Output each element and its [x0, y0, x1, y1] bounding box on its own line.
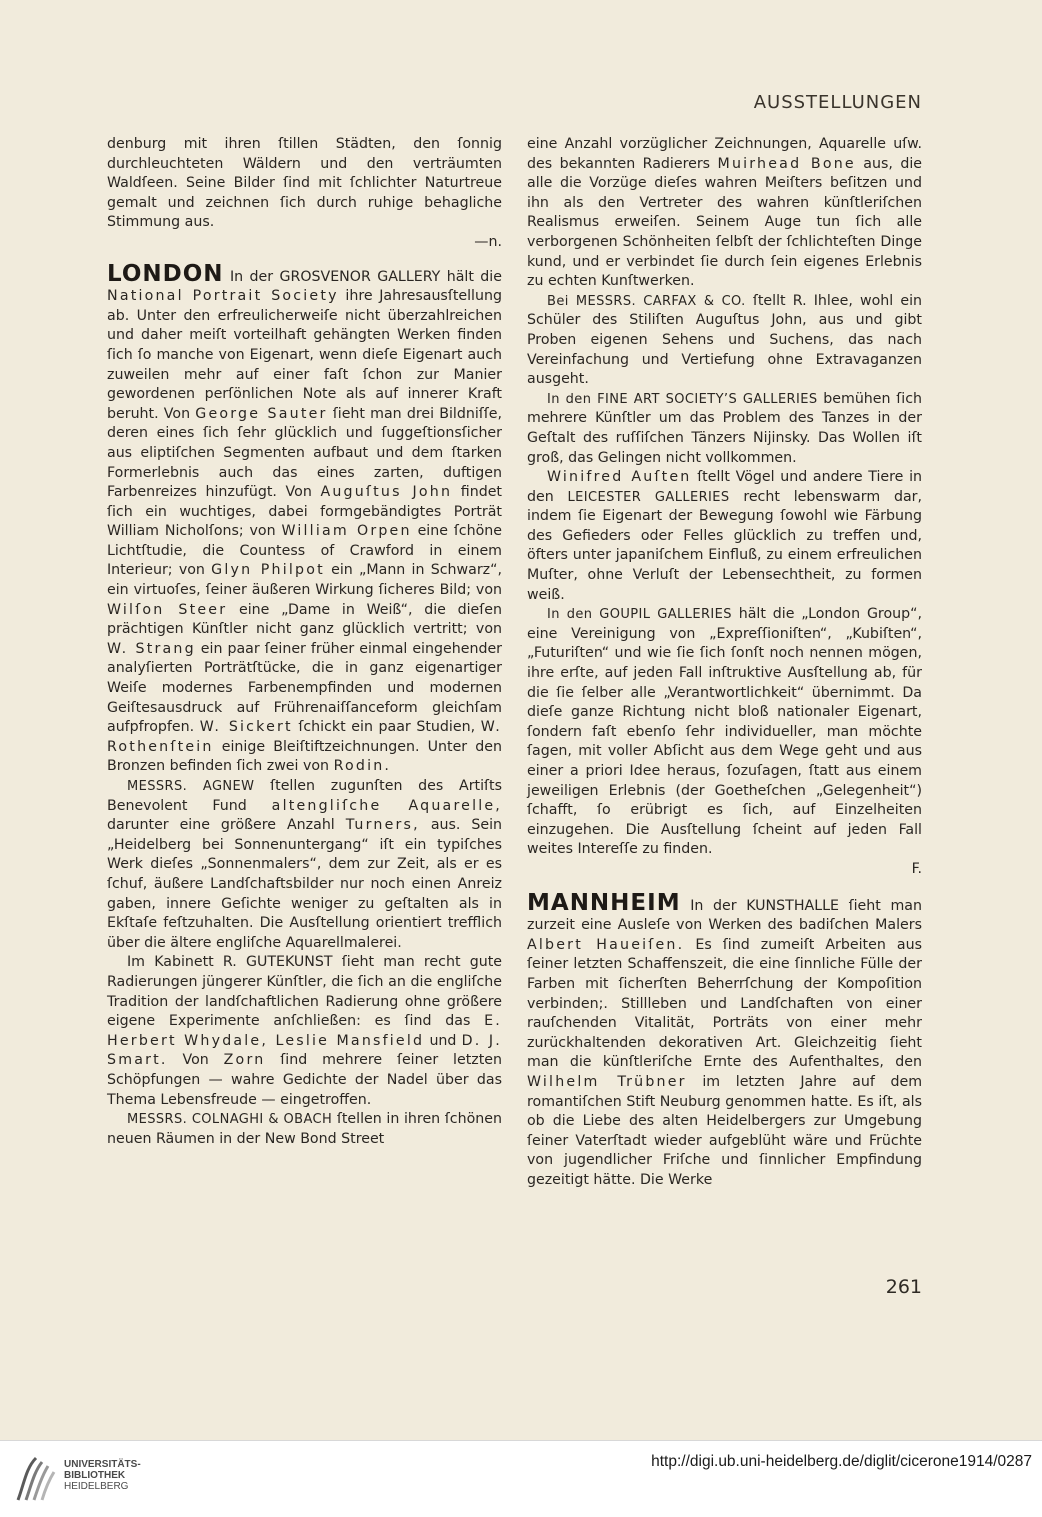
footer-bar	[0, 1440, 1042, 1517]
library-name: UNIVERSITÄTS- BIBLIOTHEK HEIDELBERG	[64, 1459, 141, 1492]
paragraph-carfax: Bei MESSRS. CARFAX & CO. ſtellt R. Ihlee, wohl ein Schüler des Stiliſten Auguſtus John, aus und gibt Proben eigenen Sehens und Suchens, das nach Vereinfachung und Vertiefung ohne Extravaganzen ausgeht.	[527, 292, 922, 388]
section-london: LONDON In der GROSVENOR GALLERY hält die National Portrait Society ihre Jahresausſtellung ab. Unter den erfreulicherweiſe nicht überzahlreichen und daher meiſt vorteilhaft gehängten Werken finden ſich ſo manche von Eigenart, wenn dieſe Eigenart auch zuweilen mehr auf einer faſt ſchon zur Manier gewordenen perſönlichen Note als auf innerer Kraft beruht. Von George Sauter ſieht man drei Bildniſſe, deren eines ſich ſehr glücklich und ſuggeſtionsſicher aus eliptiſchen Segmenten aufbaut und dem ſtarken Formerlebnis auch das eines zarten, duftigen Farbenreizes hinzufügt. Von Auguſtus John findet ſich ein wuchtiges, dabei formgebändigtes Porträt William Nicholſons; von William Orpen eine ſchöne Lichtſtudie, die Countess of Crawford in einem Interieur; von Glyn Philpot ein „Mann in Schwarz“, ein virtuoſes, ſeiner äußeren Wirkung ſicheres Bild; von Wilſon Steer eine „Dame in Weiß“, die dieſen prächtigen Künſtler nicht ganz glücklich vertritt; von W. Strang ein paar ſeiner früher einmal eingehender analyſierten Porträtſtücke, die in ganz eigenartiger Weiſe modernes Farbenempfinden und modernen Geiſtesausdruck auf Frührenaiſſanceform gleichſam aufpfropfen. W. Sickert ſchickt ein paar Studien, W. Rothenſtein einige Bleiſtiftzeichnungen. Unter den Bronzen befinden ſich zwei von Rodin.	[107, 260, 503, 775]
heading-mannheim: MANNHEIM	[527, 889, 681, 916]
paragraph-bone: eine Anzahl vorzüglicher Zeichnungen, Aquarelle uſw. des bekannten Radierers Muirhead Bone aus, die alle die Vorzüge dieſes wahren Meiſters beſitzen und ihn als den Vertreter des wahren künſtleriſchen Realismus erweiſen. Seinem Auge tun ſich alle verborgenen Schönheiten ſelbſt der ſchlichteſten Dinge kund, und er verbindet ſie durch ſein eigenes Erlebnis zu echten Kunſtwerken.	[527, 136, 922, 290]
heading-london: LONDON	[107, 260, 224, 287]
paragraph-agnew: MESSRS. AGNEW ſtellen zugunſten des Artiſts Benevolent Fund altengliſche Aquarelle, darunter eine größere Anzahl Turners, aus. Sein „Heidelberg bei Sonnenuntergang“ iſt ein typiſches Werk dieſes „Sonnenmalers“, dem zur Zeit, als er es ſchuf, äußere Landſchaftsbilder nur noch einen Anreiz gaben, innere Geſichte weniger zu geſtalten als in Ekſtaſe feſtzuhalten. Die Ausſtellung orientiert trefflich über die ältere engliſche Aquarellmalerei.	[107, 778, 503, 951]
source-url-link[interactable]: http://digi.ub.uni-heidelberg.de/diglit/cicerone1914/0287	[651, 1453, 1032, 1470]
signature-f: F.	[911, 860, 922, 877]
library-logo-icon	[14, 1454, 58, 1504]
paragraph-gutekunst: Im Kabinett R. GUTEKUNST ſieht man recht gute Radierungen jüngerer Künſtler, die ſich an die engliſche Tradition der landſchaftlichen Radierung ohne größere eigene Experimente anſchließen: es ſind das E. Herbert Whydale, Leslie Mansfield und D. J. Smart. Von Zorn ſind mehrere ſeiner letzten Schöpfungen — wahre Gedichte der Nadel über das Thema Lebensfreude — eingetroffen.	[107, 954, 503, 1108]
paragraph-leicester: Winifred Auſten ſtellt Vögel und andere Tiere in den LEICESTER GALLERIES recht lebenswarm dar, indem ſie Eigenart der Bewegung ſowohl wie Färbung des Gefieders oder Felles glücklich zu treffen und, öfters unter japaniſchem Einfluß, zu einem erfreulichen Muſter, ohne Verluſt der Lebensechtheit, zu formen weiß.	[527, 469, 923, 603]
paragraph-goupil: In den GOUPIL GALLERIES hält die „London Group“, eine Vereinigung von „Expreſſioniſten“, „Kubiſten“, „Futuriſten“ und wie ſie ſich ſonſt noch nennen mögen, ihre erſte, auf jeden Fall inſtruktive Ausſtellung ab, für die ſie ſelber alle „Verantwortlichkeit“ übernimmt. Da dieſe ganze Richtung nicht bloß nationaler Eigenart, ſondern faſt ebenſo ſehr individueller, man möchte ſagen, mit voller Abſicht aus dem Wege geht und aus einer a priori Idee heraus, ſozuſagen, ſtatt aus einem jeweiligen Erlebnis (der Goetheſchen „Gelegenheit“) ſchafft, ſo erübrigt es ſich, auf Einzelheiten einzugehen. Die Ausſtellung ſcheint auf jeden Fall weites Intereſſe zu finden.	[527, 606, 922, 858]
running-header: AUSSTELLUNGEN	[753, 92, 922, 113]
right-text-column	[527, 135, 922, 1190]
section-mannheim: MANNHEIM In der KUNSTHALLE ſieht man zurzeit eine Ausleſe von Werken des badiſchen Malers Albert Haueiſen. Es ſind zumeiſt Arbeiten aus ſeiner letzten Schaffenszeit, die eine ſinnliche Fülle der Farben mit ſicherſten Beherrſchung der Kompoſition verbinden;. Stillleben und Landſchaften von einer rauſchenden Vitalität, Porträts von einer mehr zurückhaltenden dekorativen Art. Gleichzeitig ſieht man die künſtleriſche Ernte des Aufenthaltes, den Wilhelm Trübner im letzten Jahre auf dem romantiſchen Stift Neuburg genommen hatte. Es iſt, als ob die Liebe des alten Heidelbergers zur Umgebung ſeiner Vaterſtadt wieder aufgeblüht wäre und Früchte von jugendlicher Friſche und ſinnlicher Empfindung gezeitigt hätte. Die Werke	[527, 889, 923, 1188]
paragraph-fine-art-society: In den FINE ART SOCIETY’S GALLERIES bemühen ſich mehrere Künſtler um das Problem des Tanzes in der Geſtalt des ruſſiſchen Tänzers Nijinsky. Das Wollen iſt groß, das Gelingen nicht vollkommen.	[527, 390, 923, 466]
signature-n: —n.	[474, 233, 502, 250]
left-text-column	[107, 135, 502, 1149]
page-number: 261	[885, 1276, 922, 1298]
paragraph-denburg: denburg mit ihren ſtillen Städten, den ſonnig durchleuchteten Wäldern und den verträumten Waldſeen. Seine Bilder ſind mit ſchlichter Naturtreue gemalt und zeichnen ſich durch ruhige behagliche Stimmung aus.	[107, 136, 502, 231]
paragraph-colnaghi: MESSRS. COLNAGHI & OBACH ſtellen in ihren ſchönen neuen Räumen in der New Bond Street	[107, 1111, 502, 1147]
